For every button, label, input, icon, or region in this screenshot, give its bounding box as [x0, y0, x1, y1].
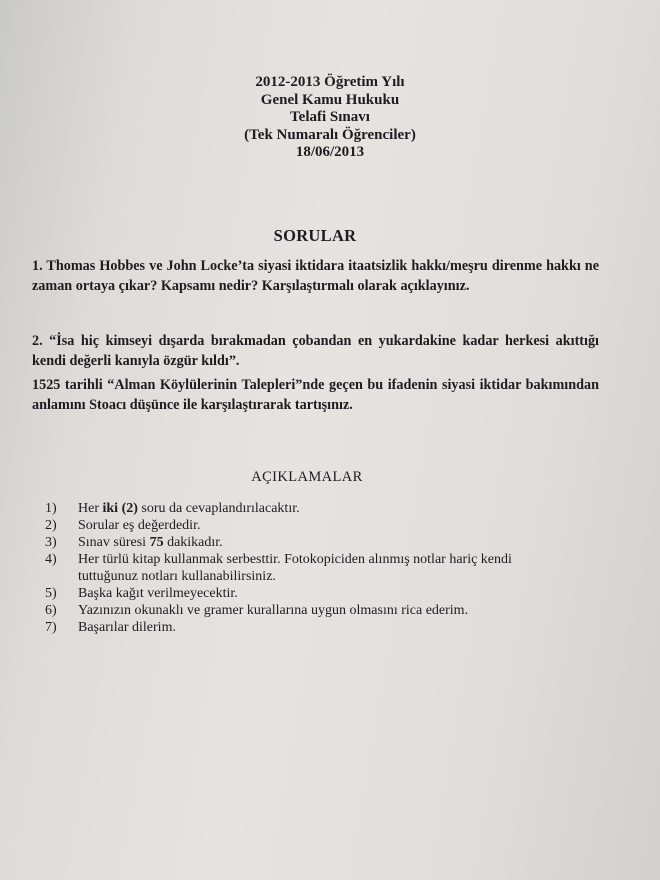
- questions-title: SORULAR: [273, 226, 357, 245]
- exam-type: Telafi Sınavı: [290, 109, 370, 125]
- explanations-list: [45, 500, 565, 636]
- item-number: 1): [45, 501, 57, 516]
- item-number: 2): [45, 518, 57, 533]
- question-2-task: 1525 tarihli “Alman Köylülerinin Talepleri”nde geçen bu ifadenin siyasi iktidar bakımından anlamını Stoacı düşünce ile karşılaştırarak tartışınız.: [32, 377, 599, 413]
- course-name: Genel Kamu Hukuku: [260, 91, 400, 108]
- question-2-quote: 2. “İsa hiç kimseyi dışarda bırakmadan çobandan en yukardakine kadar herkesi akıttığı kendi değerli kanıyla özgür kıldı”.: [32, 333, 599, 369]
- exam-date: 18/06/2013: [295, 144, 365, 160]
- student-group: (Tek Numaralı Öğrenciler): [244, 126, 416, 143]
- list-item: 2) Sorular eş değerdedir.: [45, 518, 201, 533]
- item-number: 3): [45, 535, 57, 550]
- item-number: 4): [45, 552, 57, 567]
- item-number: 5): [45, 586, 57, 601]
- list-item: 4) Her türlü kitap kullanmak serbesttir. Fotokopiciden alınmış notlar hariç kendi tuttuğunuz notları kullanabilirsiniz.: [45, 552, 512, 584]
- list-item: 3) Sınav süresi 75 dakikadır.: [45, 535, 223, 550]
- exam-header: [0, 74, 660, 162]
- list-item: 5) Başka kağıt verilmeyecektir.: [45, 586, 238, 601]
- item-number: 6): [45, 603, 57, 618]
- list-item: 7) Başarılar dilerim.: [45, 620, 176, 635]
- explanations-title: AÇIKLAMALAR: [251, 469, 363, 485]
- item-number: 7): [45, 620, 57, 635]
- list-item: 6) Yazınızın okunaklı ve gramer kurallarına uygun olmasını rica ederim.: [45, 603, 469, 618]
- academic-year: 2012-2013 Öğretim Yılı: [255, 74, 405, 90]
- question-1: 1. Thomas Hobbes ve John Locke’ta siyasi iktidara itaatsizlik hakkı/meşru direnme hakkı ne zaman ortaya çıkar? Kapsamı nedir? Karşılaştırmalı olarak açıklayınız.: [32, 258, 599, 294]
- list-item: 1) Her iki (2) soru da cevaplandırılacaktır.: [45, 501, 300, 516]
